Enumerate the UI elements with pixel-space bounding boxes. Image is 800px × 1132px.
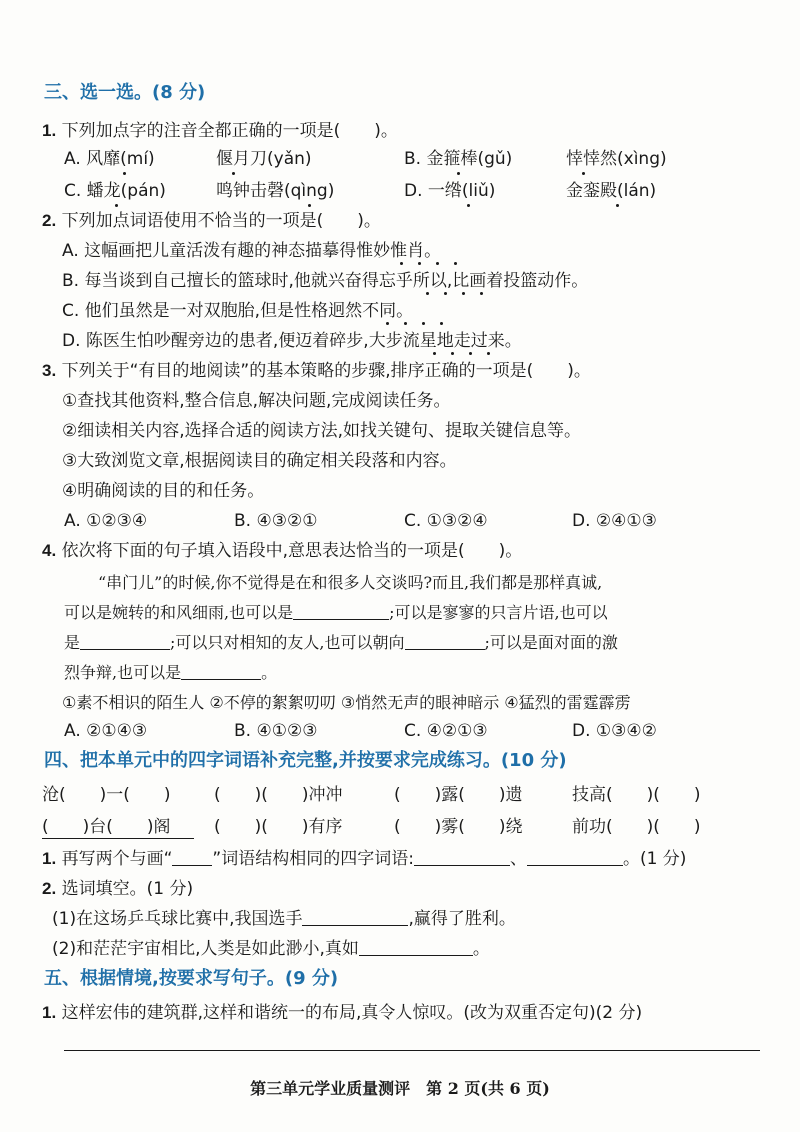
emphasis-dot xyxy=(115,204,118,207)
passage-text: ;可以只对相知的友人,也可以朝向 xyxy=(170,633,405,652)
question-number: 1. xyxy=(42,1003,57,1022)
choice-d: D. ②④①③ xyxy=(572,511,657,531)
passage-text: 烈争辩,也可以是 xyxy=(64,663,182,682)
emphasis-dot xyxy=(308,204,311,207)
answer-blank-1[interactable] xyxy=(414,849,510,866)
emphasis-dot xyxy=(440,322,443,325)
emphasis-dot xyxy=(457,172,460,175)
question-5-1 xyxy=(42,1002,642,1024)
question-stem: 选词填空。(1 分) xyxy=(61,879,194,899)
idiom-8[interactable]: 前功( )( ) xyxy=(572,817,701,837)
idiom-3[interactable]: ( )露( )遗 xyxy=(394,785,523,805)
question-3-3 xyxy=(42,360,591,382)
question-stem: 这样宏伟的建筑群,这样和谐统一的布局,真令人惊叹。(改为双重否定句)(2 分) xyxy=(61,1003,643,1023)
choice-b: B. ④③②① xyxy=(234,511,318,531)
answer-blank[interactable] xyxy=(359,939,473,956)
option-b: B. 每当谈到自己擅长的篮球时,他就兴奋得忘乎所以,比画着投篮动作。 xyxy=(62,271,589,291)
choice-a: A. ①②③④ xyxy=(64,511,148,531)
question-3-2 xyxy=(42,210,381,232)
emphasis-dot xyxy=(426,292,429,295)
question-number: 1. xyxy=(42,121,57,140)
option-d2: 金銮殿(lán) xyxy=(566,181,657,201)
step-4: ④明确阅读的目的和任务。 xyxy=(62,481,265,501)
question-text: 。 xyxy=(472,939,490,959)
emphasis-dot xyxy=(436,262,439,265)
passage-line-4 xyxy=(64,662,277,684)
choice-d: D. ①③④② xyxy=(572,721,657,741)
question-stem: 依次将下面的句子填入语段中,意思表达恰当的一项是( )。 xyxy=(61,541,523,561)
emphasis-dot xyxy=(451,352,454,355)
step-2: ②细读相关内容,选择合适的阅读方法,如找关键句、提取关键信息等。 xyxy=(62,421,582,441)
idiom-7[interactable]: ( )雾( )绕 xyxy=(394,817,523,837)
passage-text: ;可以是寥寥的只言片语,也可以 xyxy=(389,603,608,622)
fill-blank[interactable] xyxy=(405,633,485,650)
option-b1: B. 金箍棒(gǔ) xyxy=(404,149,513,169)
emphasis-dot xyxy=(454,262,457,265)
option-c: C. 他们虽然是一对双胞胎,但是性格迥然不同。 xyxy=(62,301,414,321)
emphasis-dot xyxy=(480,292,483,295)
idiom-4[interactable]: 技高( )( ) xyxy=(572,785,701,805)
option-a: A. 这幅画把儿童活泼有趣的神态描摹得惟妙惟肖。 xyxy=(62,241,442,261)
question-4-2 xyxy=(42,878,193,900)
option-a2: 偃月刀(yǎn) xyxy=(216,149,312,169)
sentence-options: ①素不相识的陌生人 ②不停的絮絮叨叨 ③悄然无声的眼神暗示 ④猛烈的雷霆霹雳 xyxy=(62,693,631,712)
fill-blank[interactable] xyxy=(293,603,389,620)
choice-c: C. ④②①③ xyxy=(404,721,488,741)
question-3-1 xyxy=(42,120,398,142)
option-d1: D. 一绺(liǔ) xyxy=(404,181,496,201)
option-b2: 悻悻然(xìng) xyxy=(566,149,667,169)
passage-line-3 xyxy=(64,632,618,654)
page-footer: 第三单元学业质量测评 第 2 页(共 6 页) xyxy=(250,1079,550,1098)
answer-line[interactable] xyxy=(64,1050,760,1051)
question-text: (2)和茫茫宇宙相比,人类是如此渺小,真如 xyxy=(52,939,359,959)
passage-text: 可以是婉转的和风细雨,也可以是 xyxy=(64,603,294,622)
emphasis-dot xyxy=(433,352,436,355)
question-text: ”词语结构相同的四字词语: xyxy=(212,849,414,869)
section-3-title: 三、选一选。(8 分) xyxy=(44,82,206,103)
separator: 、 xyxy=(509,849,527,869)
answer-blank[interactable] xyxy=(302,909,408,926)
choice-b: B. ④①②③ xyxy=(234,721,318,741)
question-number: 3. xyxy=(42,361,57,380)
question-3-4 xyxy=(42,540,522,562)
option-c1: C. 蟠龙(pán) xyxy=(64,181,166,201)
emphasis-dot xyxy=(123,172,126,175)
underline-sample xyxy=(172,849,212,866)
passage-line-2 xyxy=(64,602,608,624)
emphasis-dot xyxy=(386,322,389,325)
choice-c: C. ①③②④ xyxy=(404,511,488,531)
question-number: 4. xyxy=(42,541,57,560)
passage-line-1: “串门儿”的时候,你不觉得是在和很多人交谈吗?而且,我们都是那样真诚, xyxy=(98,573,603,592)
question-stem: 下列加点字的注音全都正确的一项是( )。 xyxy=(61,121,398,141)
idiom-underline xyxy=(42,838,194,839)
question-number: 2. xyxy=(42,211,57,230)
emphasis-dot xyxy=(487,352,490,355)
emphasis-dot xyxy=(404,322,407,325)
passage-text: ;可以是面对面的激 xyxy=(484,633,618,652)
emphasis-dot xyxy=(232,172,235,175)
emphasis-dot xyxy=(582,172,585,175)
step-3: ③大致浏览文章,根据阅读目的确定相关段落和内容。 xyxy=(62,451,457,471)
question-stem: 下列关于“有目的地阅读”的基本策略的步骤,排序正确的一项是( )。 xyxy=(61,361,591,381)
question-number: 2. xyxy=(42,879,57,898)
question-text: 再写两个与画“ xyxy=(61,849,173,869)
question-number: 1. xyxy=(42,849,57,868)
idiom-6[interactable]: ( )( )有序 xyxy=(214,817,343,837)
passage-text: 是 xyxy=(64,633,81,652)
idiom-2[interactable]: ( )( )冲冲 xyxy=(214,785,343,805)
emphasis-dot xyxy=(462,292,465,295)
question-text: ,赢得了胜利。 xyxy=(408,909,516,929)
emphasis-dot xyxy=(467,204,470,207)
question-4-2-item-2 xyxy=(52,938,490,960)
option-a1: A. 风靡(mí) xyxy=(64,149,155,169)
idiom-5[interactable]: ( )台( )阁 xyxy=(42,817,171,837)
option-d: D. 陈医生怕吵醒旁边的患者,便迈着碎步,大步流星地走过来。 xyxy=(62,331,522,351)
step-1: ①查找其他资料,整合信息,解决问题,完成阅读任务。 xyxy=(62,391,451,411)
question-4-1 xyxy=(42,848,686,870)
idiom-1[interactable]: 沧( )一( ) xyxy=(42,785,171,805)
question-4-2-item-1 xyxy=(52,908,516,930)
fill-blank[interactable] xyxy=(80,633,170,650)
question-text: (1)在这场乒乓球比赛中,我国选手 xyxy=(52,909,303,929)
emphasis-dot xyxy=(418,262,421,265)
choice-a: A. ②①④③ xyxy=(64,721,148,741)
answer-blank-2[interactable] xyxy=(527,849,623,866)
option-c2: 鸣钟击磬(qìng) xyxy=(216,181,335,201)
emphasis-dot xyxy=(469,352,472,355)
emphasis-dot xyxy=(616,204,619,207)
emphasis-dot xyxy=(444,292,447,295)
passage-text: 。 xyxy=(261,663,278,682)
emphasis-dot xyxy=(400,262,403,265)
section-5-title: 五、根据情境,按要求写句子。(9 分) xyxy=(44,968,339,989)
question-stem: 下列加点词语使用不恰当的一项是( )。 xyxy=(61,211,381,231)
fill-blank[interactable] xyxy=(181,663,261,680)
section-4-title: 四、把本单元中的四字词语补充完整,并按要求完成练习。(10 分) xyxy=(44,750,567,771)
question-text: 。(1 分) xyxy=(622,849,687,869)
emphasis-dot xyxy=(422,322,425,325)
